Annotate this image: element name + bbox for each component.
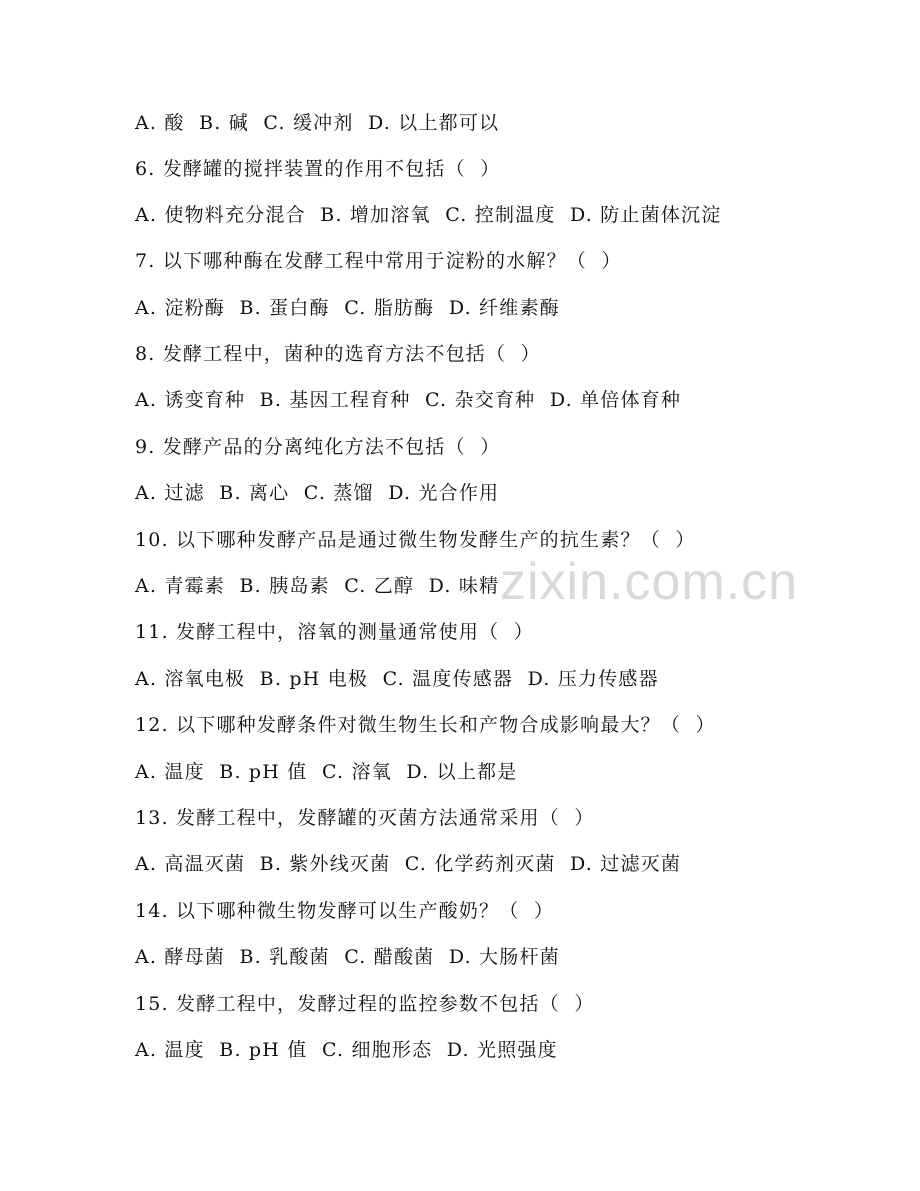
option-line: A. 诱变育种 B. 基因工程育种 C. 杂交育种 D. 单倍体育种 [135, 389, 682, 411]
question-line: 13. 发酵工程中，发酵罐的灭菌方法通常采用（ ） [135, 807, 595, 829]
option-line: A. 酵母菌 B. 乳酸菌 C. 醋酸菌 D. 大肠杆菌 [135, 946, 560, 968]
question-line: 15. 发酵工程中，发酵过程的监控参数不包括（ ） [135, 993, 595, 1015]
question-line: 8. 发酵工程中，菌种的选育方法不包括（ ） [135, 343, 541, 365]
question-line: 14. 以下哪种微生物发酵可以生产酸奶？（ ） [135, 900, 555, 922]
option-line: A. 过滤 B. 离心 C. 蒸馏 D. 光合作用 [135, 482, 500, 504]
question-line: 9. 发酵产品的分离纯化方法不包括（ ） [135, 436, 501, 458]
question-line: 7. 以下哪种酶在发酵工程中常用于淀粉的水解？（ ） [135, 250, 622, 272]
option-line: A. 淀粉酶 B. 蛋白酶 C. 脂肪酶 D. 纤维素酶 [135, 297, 560, 319]
question-line: 11. 发酵工程中，溶氧的测量通常使用（ ） [135, 621, 534, 643]
option-line: A. 温度 B. pH 值 C. 细胞形态 D. 光照强度 [135, 1039, 558, 1061]
option-line: A. 青霉素 B. 胰岛素 C. 乙醇 D. 味精 [135, 575, 500, 597]
question-line: 6. 发酵罐的搅拌装置的作用不包括（ ） [135, 158, 501, 180]
option-line: A. 使物料充分混合 B. 增加溶氧 C. 控制温度 D. 防止菌体沉淀 [135, 204, 722, 226]
option-line: A. 溶氧电极 B. pH 电极 C. 温度传感器 D. 压力传感器 [135, 668, 659, 690]
watermark: zixin.com.cn [500, 553, 799, 611]
question-line: 12. 以下哪种发酵条件对微生物生长和产物合成影响最大？（ ） [135, 714, 716, 736]
option-line: A. 酸 B. 碱 C. 缓冲剂 D. 以上都可以 [135, 112, 500, 134]
option-line: A. 温度 B. pH 值 C. 溶氧 D. 以上都是 [135, 761, 518, 783]
question-line: 10. 以下哪种发酵产品是通过微生物发酵生产的抗生素？（ ） [135, 529, 696, 551]
option-line: A. 高温灭菌 B. 紫外线灭菌 C. 化学药剂灭菌 D. 过滤灭菌 [135, 853, 682, 875]
